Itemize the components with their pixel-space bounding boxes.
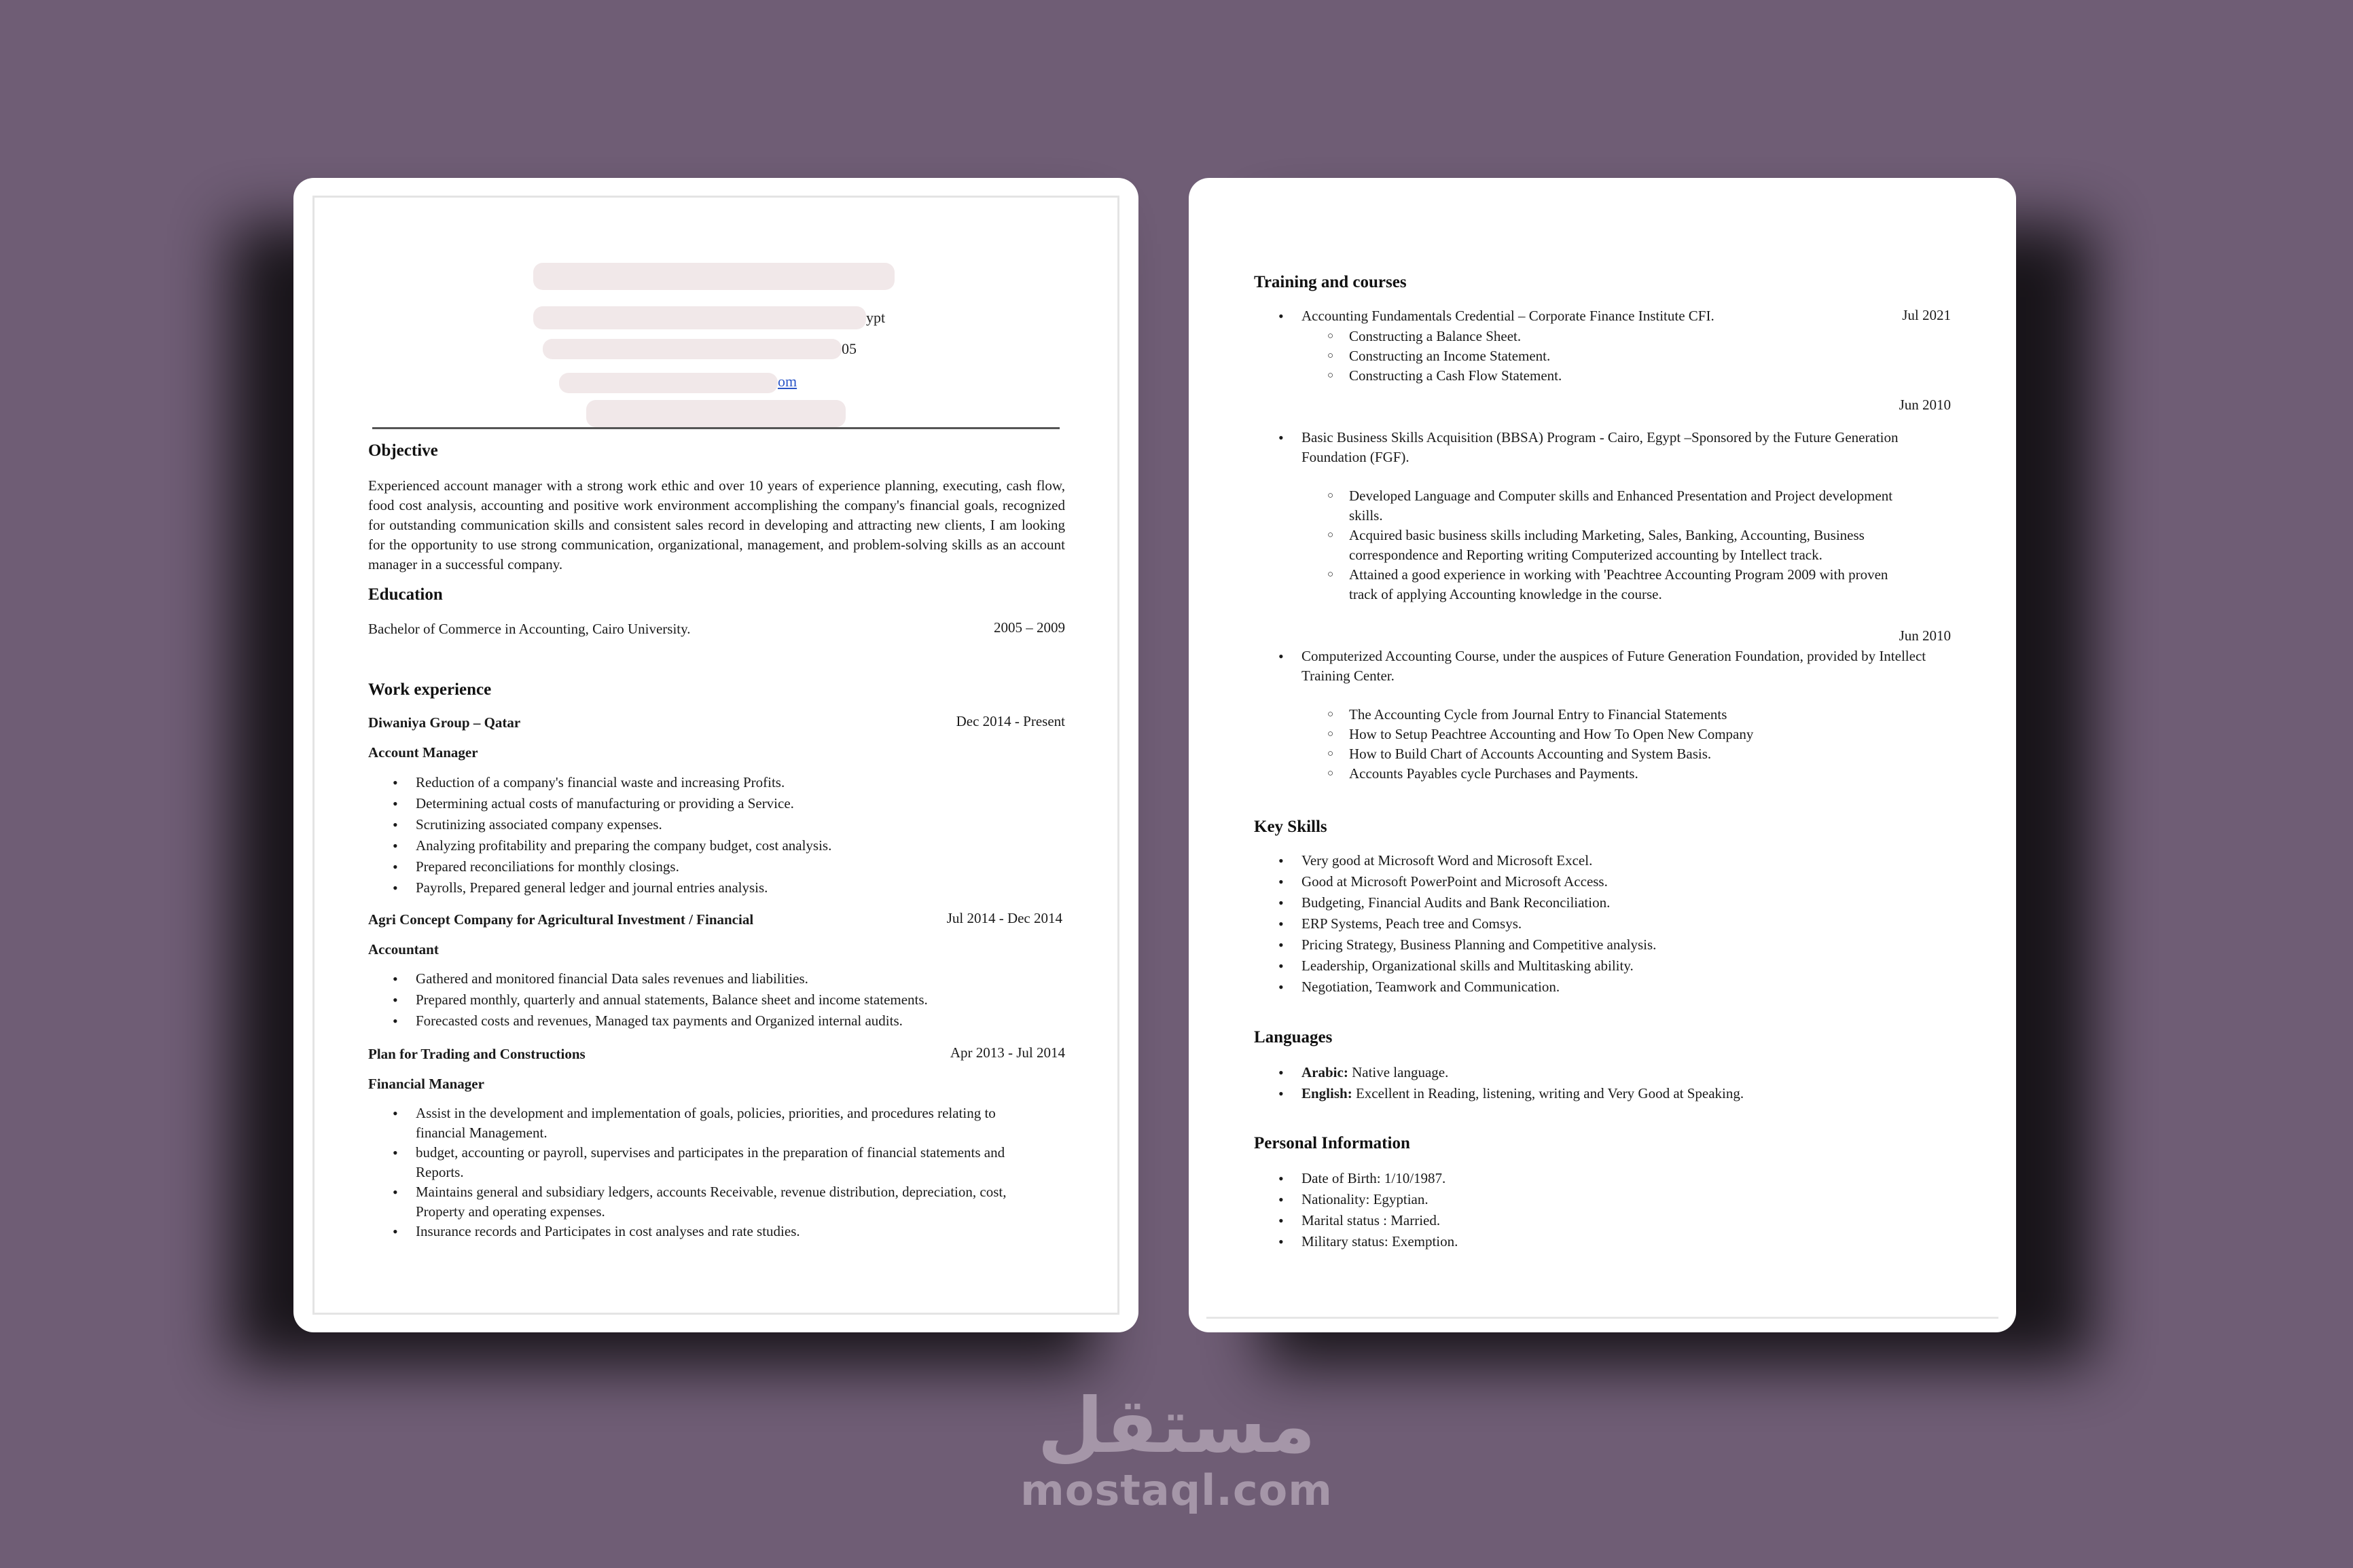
- list-item: • Assist in the development and implementation of goals, policies, priorities, and procedures relating to financial Management.: [368, 1104, 1047, 1143]
- language-level: Excellent in Reading, listening, writing and Very Good at Speaking.: [1352, 1085, 1744, 1101]
- list-item: • Very good at Microsoft Word and Microsoft Excel.: [1254, 850, 1954, 871]
- logo-latin-text: mostaql.com: [1020, 1465, 1333, 1515]
- job-1-bullets: [368, 772, 1068, 898]
- course-3: [1254, 646, 1954, 784]
- mostaql-logo: [1019, 1382, 1334, 1515]
- list-item: • Negotiation, Teamwork and Communication.: [1254, 977, 1954, 998]
- job-3-company: Plan for Trading and Constructions: [368, 1046, 586, 1062]
- redacted-name: [533, 263, 895, 290]
- list-item: • Scrutinizing associated company expenses.: [368, 814, 1068, 835]
- resume-page-1: [293, 178, 1138, 1332]
- course-2-date: Jun 2010: [1899, 397, 1951, 413]
- list-item: ○ Constructing a Balance Sheet.: [1254, 327, 1865, 346]
- resume-page-2: [1189, 178, 2016, 1332]
- redacted-email: [559, 373, 778, 393]
- address-fragment: ypt: [866, 309, 886, 326]
- job-3-bullets: [368, 1104, 1047, 1241]
- job-3-dates: Apr 2013 - Jul 2014: [950, 1044, 1065, 1061]
- education-heading: Education: [368, 585, 443, 604]
- list-item: • Budgeting, Financial Audits and Bank Reconciliation.: [1254, 892, 1954, 913]
- job-2-dates: Jul 2014 - Dec 2014: [946, 910, 1062, 926]
- course-1-date: Jul 2021: [1902, 307, 1951, 323]
- languages-list: [1254, 1062, 1954, 1104]
- work-heading: Work experience: [368, 680, 492, 699]
- list-item: • Pricing Strategy, Business Planning and Competitive analysis.: [1254, 934, 1954, 955]
- list-item: • Nationality: Egyptian.: [1254, 1189, 1954, 1210]
- course-1: [1254, 306, 1865, 386]
- redacted-address: [533, 306, 866, 329]
- list-item: ○ Constructing an Income Statement.: [1254, 346, 1865, 366]
- language-level: Native language.: [1348, 1064, 1449, 1080]
- language-name: English:: [1301, 1085, 1352, 1101]
- list-item: • Military status: Exemption.: [1254, 1231, 1954, 1252]
- list-item: • Marital status : Married.: [1254, 1210, 1954, 1231]
- list-item: • Prepared reconciliations for monthly closings.: [368, 856, 1068, 877]
- list-item: • Accounting Fundamentals Credential – Corporate Finance Institute CFI.: [1254, 306, 1865, 327]
- job-2-company: Agri Concept Company for Agricultural Investment / Financial: [368, 911, 754, 928]
- course-3-date: Jun 2010: [1899, 627, 1951, 644]
- list-item: • Determining actual costs of manufacturing or providing a Service.: [368, 793, 1068, 814]
- skills-heading: Key Skills: [1254, 818, 1327, 836]
- list-item: ○ Attained a good experience in working with 'Peachtree Accounting Program 2009 with proven track of applying Accounting knowledge in the course.: [1254, 565, 1954, 604]
- training-heading: Training and courses: [1254, 273, 1407, 291]
- list-item: ○ How to Setup Peachtree Accounting and How To Open New Company: [1254, 725, 1954, 744]
- list-item: ○ The Accounting Cycle from Journal Entry to Financial Statements: [1254, 705, 1954, 725]
- list-item: • Gathered and monitored financial Data sales revenues and liabilities.: [368, 968, 1068, 989]
- list-item: ○ How to Build Chart of Accounts Accounting and System Basis.: [1254, 744, 1954, 764]
- course-2: [1254, 428, 1954, 604]
- list-item: • budget, accounting or payroll, supervises and participates in the preparation of financial statements and Reports.: [368, 1143, 1047, 1182]
- list-item: [1254, 1062, 1954, 1083]
- list-item: • Prepared monthly, quarterly and annual statements, Balance sheet and income statements.: [368, 989, 1068, 1010]
- header-divider: [372, 427, 1060, 429]
- redacted-website: [586, 400, 846, 427]
- languages-heading: Languages: [1254, 1028, 1333, 1046]
- list-item: • Maintains general and subsidiary ledgers, accounts Receivable, revenue distribution, depreciation, cost, Property and operating expenses.: [368, 1182, 1047, 1222]
- list-item: ○ Accounts Payables cycle Purchases and Payments.: [1254, 764, 1954, 784]
- job-2-bullets: [368, 968, 1068, 1032]
- list-item: • Date of Birth: 1/10/1987.: [1254, 1168, 1954, 1189]
- list-item: • Insurance records and Participates in cost analyses and rate studies.: [368, 1222, 1047, 1241]
- list-item: ○ Constructing a Cash Flow Statement.: [1254, 366, 1865, 386]
- job-1-dates: Dec 2014 - Present: [956, 713, 1065, 729]
- page-2-bottom-rule: [1206, 1317, 1998, 1319]
- list-item: • Basic Business Skills Acquisition (BBSA) Program - Cairo, Egypt –Sponsored by the Future Generation Foundation (FGF).: [1254, 428, 1954, 467]
- list-item: • Forecasted costs and revenues, Managed tax payments and Organized internal audits.: [368, 1010, 1068, 1032]
- job-3-role: Financial Manager: [368, 1076, 484, 1092]
- education-degree: Bachelor of Commerce in Accounting, Cairo University.: [368, 621, 691, 637]
- personal-list: [1254, 1168, 1954, 1252]
- list-item: ○ Developed Language and Computer skills and Enhanced Presentation and Project development skills.: [1254, 486, 1954, 526]
- skills-list: [1254, 850, 1954, 998]
- job-2-role: Accountant: [368, 941, 439, 958]
- list-item: • Payrolls, Prepared general ledger and journal entries analysis.: [368, 877, 1068, 898]
- list-item: • ERP Systems, Peach tree and Comsys.: [1254, 913, 1954, 934]
- objective-text: Experienced account manager with a strong work ethic and over 10 years of experience planning, executing, cash flow, food cost analysis, accounting and positive work environment accomplishing the company's financial goals, recognized for outstanding communication skills and consistent sales record in developing and attracting new clients, I am looking for the opportunity to use strong communication, organizational, management, and problem-solving skills as an account manager in a successful company.: [368, 477, 1065, 572]
- job-1-role: Account Manager: [368, 744, 478, 761]
- list-item: [1254, 1083, 1954, 1104]
- list-item: ○ Acquired basic business skills including Marketing, Sales, Banking, Accounting, Business correspondence and Reporting writing Computerized accounting by Intellect track.: [1254, 526, 1954, 565]
- list-item: • Computerized Accounting Course, under the auspices of Future Generation Foundation, provided by Intellect Training Center.: [1254, 646, 1954, 686]
- list-item: • Good at Microsoft PowerPoint and Microsoft Access.: [1254, 871, 1954, 892]
- language-name: Arabic:: [1301, 1064, 1348, 1080]
- redacted-phone: [543, 339, 842, 359]
- list-item: • Analyzing profitability and preparing the company budget, cost analysis.: [368, 835, 1068, 856]
- email-link-fragment[interactable]: om: [778, 373, 797, 390]
- list-item: • Reduction of a company's financial waste and increasing Profits.: [368, 772, 1068, 793]
- list-item: • Leadership, Organizational skills and Multitasking ability.: [1254, 955, 1954, 977]
- phone-fragment: 05: [842, 340, 857, 357]
- logo-arabic-text: مستقل: [1037, 1382, 1316, 1470]
- education-years: 2005 – 2009: [994, 619, 1065, 636]
- job-1-company: Diwaniya Group – Qatar: [368, 714, 521, 731]
- personal-heading: Personal Information: [1254, 1134, 1410, 1152]
- objective-heading: Objective: [368, 441, 438, 460]
